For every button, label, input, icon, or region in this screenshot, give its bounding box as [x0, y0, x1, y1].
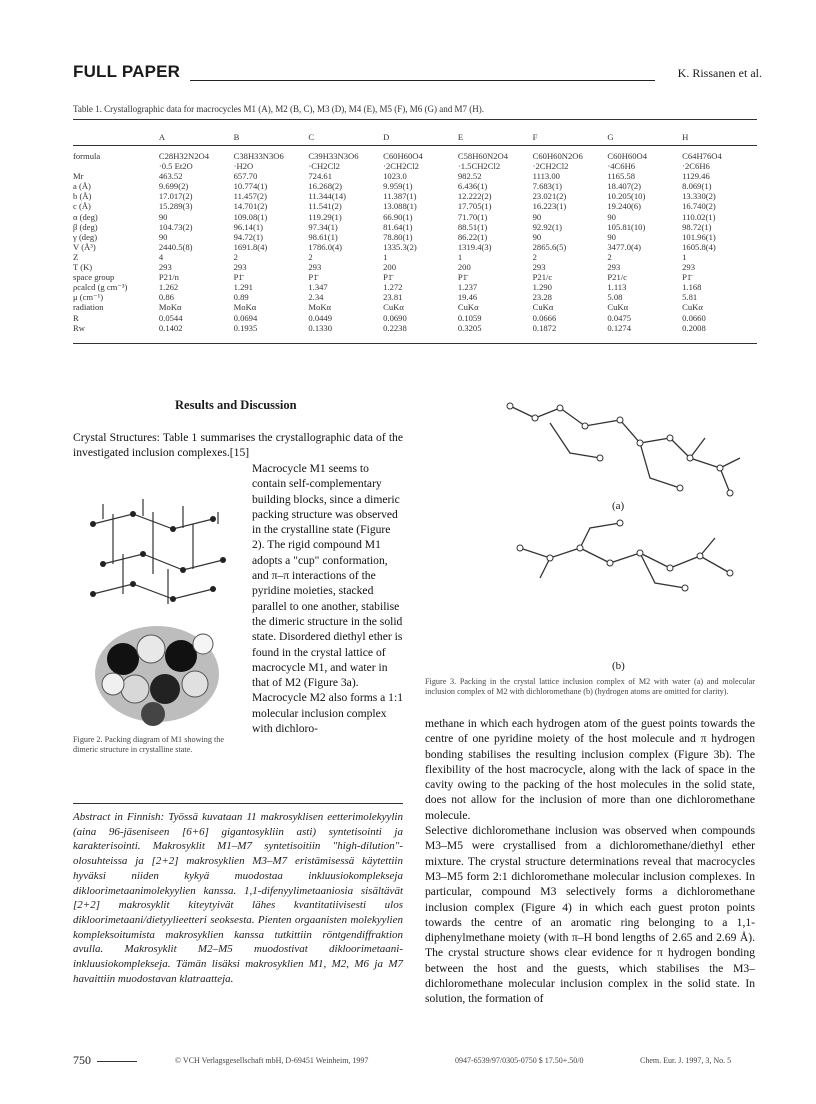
table-cell: CuKα: [383, 302, 404, 313]
table-cell: 81.64(1): [383, 221, 413, 232]
table-cell: C60H60O4: [607, 151, 648, 161]
table-cell: P1̄: [682, 272, 692, 283]
table-cell: MoKα: [308, 302, 332, 313]
table-cell: 23.021(2): [532, 191, 567, 202]
table-cell: 0.1274: [607, 322, 632, 333]
crystallographic-table: [73, 127, 757, 333]
table-caption: Table 1. Crystallographic data for macrocycles M1 (A), M2 (B, C), M3 (D), M4 (E), M5 (F), M6 (G) and M7 (H).: [73, 104, 485, 114]
table-cell: P21/n: [158, 272, 179, 283]
table-cell: 1.272: [383, 282, 403, 293]
table-cell: 0.0660: [682, 312, 706, 323]
table-cell: 90: [607, 231, 616, 242]
table-row-label: b (Å): [73, 191, 92, 202]
running-author: K. Rissanen et al.: [677, 66, 762, 80]
table-cell: ·2C6H6: [682, 161, 710, 172]
table-cell: 12.222(2): [457, 191, 492, 202]
table-cell: 1.290: [532, 282, 552, 293]
table-row-label: radiation: [73, 302, 104, 313]
page-number-rule: [97, 1061, 137, 1062]
table-cell: 1129.46: [682, 171, 710, 182]
table-row: [73, 171, 757, 181]
table-cell: CuKα: [607, 302, 629, 313]
table-row: [73, 272, 757, 282]
figure-3: [490, 398, 752, 674]
table-cell: 90: [532, 231, 542, 242]
table-cell: 1786.0(4): [308, 241, 343, 252]
table-cell: 90: [158, 211, 168, 222]
table-cell: 0.0666: [532, 312, 557, 323]
table-row: [73, 252, 757, 262]
table-cell: 1.113: [607, 282, 627, 293]
table-cell: 0.3205: [457, 322, 482, 333]
table-cell: 0.89: [233, 292, 249, 303]
table-cell: 104.73(2): [158, 221, 193, 232]
table-cell: 90: [158, 231, 168, 242]
footer-journal: Chem. Eur. J. 1997, 3, No. 5: [640, 1056, 732, 1065]
table-row-label: V (Å³): [73, 241, 96, 252]
table-column-header: [73, 127, 159, 147]
table-cell: C38H33N3O6: [233, 151, 284, 161]
table-cell: 0.1330: [308, 322, 333, 333]
table-cell: 18.407(2): [607, 181, 642, 192]
table-cell: 19.240(6): [607, 201, 642, 212]
table-cell: C64H76O4: [682, 151, 722, 161]
table-cell: 1.291: [233, 282, 253, 293]
table-row: [73, 242, 757, 252]
table-cell: 200: [383, 262, 397, 273]
footer-publisher: © VCH Verlagsgesellschaft mbH, D-69451 Weinheim, 1997: [175, 1056, 369, 1065]
table-cell: 98.72(1): [682, 221, 712, 232]
table-cell: MoKα: [158, 302, 182, 313]
table-cell: 0.0544: [158, 312, 183, 323]
table-cell: 1.168: [682, 282, 702, 293]
table-column-header: C: [308, 131, 315, 142]
table-cell: CuKα: [457, 302, 479, 313]
abstract-finnish: Abstract in Finnish: Työssä kuvataan 11 makrosyklisen eetterimolekyylin (aina 96-jäseniseen [6+6] gigantosykliin asti) syntetisointi ja karakterisointi. Makrosyklit M1–M7 syntetisoitiin "high-dilution"-olosuhteissa ja [2+2] makrosyklien M3–M7 eristämisessä käytettiin hyväksi niiden kykyä muodostaa inkluusiokomplekseja dikloorimetaanimolekyylien kanssa. 1,1-difenyylimetaaniosia sisältävät [2+2] makrosyklit kiteytyivät lähes kvantitatiivisesti ulos dikloorimetaani/dietyylieetteri seoksesta. Pienten orgaanisten molekyylien kompleksoitumista makrosyklien kanssa tutkittiin röntgendiffraktion avulla. Makrosyklit M2–M5 muodostivat dikloorimetaani-inkluusiokomplekseja. Tämän lisäksi makrosyklien M1, M2, M6 ja M7 havaittiin muodostavan klatraatteja.: [73, 811, 403, 985]
figure-2-caption: Figure 2. Packing diagram of M1 showing the dimeric structure in crystalline state.: [73, 735, 224, 754]
table-cell: 293: [158, 262, 172, 273]
table-cell: 0.0694: [233, 312, 258, 323]
page-number: 750: [73, 1053, 91, 1067]
page-section-label: FULL PAPER: [73, 62, 181, 81]
table-row-label: μ (cm⁻¹): [73, 292, 104, 303]
table-cell: 5.81: [682, 292, 698, 303]
table-cell: P21/c: [532, 272, 553, 283]
table-cell: 11.541(2): [308, 201, 342, 212]
table-cell: CuKα: [532, 302, 554, 313]
table-cell: P1̄: [233, 272, 243, 283]
table-cell: 11.457(2): [233, 191, 267, 202]
table-cell: 86.22(1): [457, 231, 488, 242]
table-row-label: R: [73, 312, 79, 323]
table-row-label: [73, 161, 159, 171]
table-cell: 15.289(3): [158, 201, 193, 212]
table-cell: 0.0690: [383, 312, 407, 323]
table-row-label: γ (deg): [73, 231, 98, 242]
table-cell: 0.1402: [158, 322, 183, 333]
table-column-header: B: [233, 131, 240, 142]
table-cell: 1: [383, 251, 388, 262]
figure-3b-label: (b): [612, 660, 625, 672]
table-cell: 6.436(1): [457, 181, 488, 192]
table-row-label: α (deg): [73, 211, 98, 222]
table-cell: 1165.58: [607, 171, 635, 182]
table-cell: 17.705(1): [457, 201, 492, 212]
table-cell: 2: [607, 251, 612, 262]
table-cell: 17.017(2): [158, 191, 193, 202]
table-cell: 7.683(1): [532, 181, 562, 192]
table-cell: 2: [233, 251, 238, 262]
table-cell: 0.86: [158, 292, 174, 303]
table-column-header: E: [457, 131, 464, 142]
table-cell: P1̄: [308, 272, 318, 283]
table-column-header: F: [532, 131, 538, 142]
table-cell: 1023.0: [383, 171, 407, 182]
table-cell: ·H2O: [233, 161, 254, 172]
table-cell: 1335.3(2): [383, 241, 417, 252]
table-cell: 1319.4(3): [457, 241, 492, 252]
table-cell: 0.1872: [532, 322, 557, 333]
table-row: [73, 313, 757, 323]
table-row: [73, 292, 757, 302]
table-cell: 14.701(2): [233, 201, 268, 212]
table-cell: 96.14(1): [233, 221, 263, 232]
table-cell: 0.0449: [308, 312, 333, 323]
table-row: [73, 232, 757, 242]
table-cell: 10.774(1): [233, 181, 268, 192]
table-cell: P1̄: [383, 272, 393, 283]
section-title: Results and Discussion: [175, 398, 297, 412]
table-cell: 0.1935: [233, 322, 258, 333]
results-paragraph-right: methane in which each hydrogen atom of the guest points towards the centre of one pyridine moiety of the host molecule and π hydrogen bonding stabilises the resulting inclusion complex (Figure 3b). The flexibility of the host macrocycle, along with the lack of space in the cavity owing to the packing of the host molecules in the solid state, does not allow for the inclusion of more than one dichloromethane molecule. Selective dichloromethane inclusion was observed when compounds M3–M5 were crystallised from a dichloromethane/diethyl ether mixture. The crystal structure determinations reveal that macrocycles M3–M5 form 2:1 dichloromethane molecular inclusion complexes. In particular, compound M3 selectively forms a dichloromethane inclusion complex (Figure 4) in which each guest proton points towards the centre of an aromatic ring belonging to a 1,1-diphenylmethane moiety (with π–H bond lengths of 2.65 and 2.69 Å). The crystal structure shows clear evidence for π hydrogen bonding between the host and the guests, which stabilises the M3–dichloromethane molecular inclusion complex in the solid state. In solution, the formation of: [425, 717, 755, 1006]
table-cell: ·CH2Cl2: [308, 161, 340, 172]
table-cell: ·2CH2Cl2: [383, 161, 419, 172]
table-cell: 23.28: [532, 292, 552, 303]
crystal-structures-paragraph: Crystal Structures: Table 1 summarises the crystallographic data of the investigated inclusion complexes.[15]: [73, 431, 403, 460]
table-cell: 0.1059: [457, 312, 482, 323]
table-cell: 2865.6(5): [532, 241, 567, 252]
table-cell: 71.70(1): [457, 211, 488, 222]
table-cell: C28H32N2O4: [158, 151, 210, 161]
table-cell: 1.347: [308, 282, 328, 293]
table-cell: 293: [308, 262, 322, 273]
table-cell: 1113.00: [532, 171, 560, 182]
table-cell: 10.205(10): [607, 191, 646, 202]
table-row: [73, 191, 757, 201]
table-cell: 2: [308, 251, 313, 262]
table-cell: 94.72(1): [233, 231, 263, 242]
table-row-label: β (deg): [73, 221, 98, 232]
table-cell: 1.237: [457, 282, 478, 293]
table-cell: 19.46: [457, 292, 478, 303]
table-cell: 105.81(10): [607, 221, 646, 232]
table-top-rule: [73, 119, 757, 120]
table-cell: 293: [682, 262, 696, 273]
table-cell: ·4C6H6: [607, 161, 636, 172]
table-cell: 1691.8(4): [233, 241, 268, 252]
table-row-label: a (Å): [73, 181, 91, 192]
table-cell: 9.699(2): [158, 181, 189, 192]
table-row-label: Z: [73, 251, 79, 262]
table-cell: 2: [532, 251, 537, 262]
table-cell: 2440.5(8): [158, 241, 193, 252]
table-cell: 293: [607, 262, 621, 273]
table-row: [73, 222, 757, 232]
abstract-rule: [73, 803, 403, 804]
table-cell: 657.70: [233, 171, 258, 182]
table-cell: C58H60N2O4: [457, 151, 509, 161]
table-row: [73, 201, 757, 211]
table-row: [73, 262, 757, 272]
table-cell: 0.0475: [607, 312, 632, 323]
table-cell: 11.344(14): [308, 191, 347, 202]
table-column-header: D: [383, 131, 390, 142]
table-cell: 1: [457, 251, 463, 262]
table-cell: 66.90(1): [383, 211, 413, 222]
table-cell: 119.29(1): [308, 211, 342, 222]
table-cell: 0.2238: [383, 322, 407, 333]
table-row: [73, 282, 757, 292]
table-column-header: G: [607, 131, 614, 142]
table-cell: 11.387(1): [383, 191, 417, 202]
table-row-label: Rw: [73, 322, 85, 333]
macrocycle-m1-paragraph: Macrocycle M1 seems to contain self-complementary building blocks, since a dimeric packing structure was observed in the crystalline state (Figure 2). The rigid compound M1 adopts a "cup" conformation, and π–π interactions of the pyridine moieties, stacked parallel to one another, stabilise the dimeric structure in the solid state. Disordered diethyl ether is found in the crystal lattice of macrocycle M1, and water in that of M2 (Figure 3a). Macrocycle M2 also forms a 1:1 molecular inclusion complex with dichloro-: [252, 462, 403, 736]
table-cell: 90: [532, 211, 542, 222]
table-row: [73, 302, 757, 312]
table-column-header: H: [682, 131, 689, 142]
figure-3a-label: (a): [612, 500, 625, 512]
figure-2-packing-diagram: [73, 484, 241, 732]
table-row: [73, 323, 757, 333]
table-cell: 4: [158, 251, 164, 262]
table-cell: ·0.5 Et2O: [158, 161, 193, 172]
table-cell: 23.81: [383, 292, 403, 303]
table-cell: 724.61: [308, 171, 333, 182]
table-cell: 110.02(1): [682, 211, 716, 222]
table-cell: 1: [682, 251, 687, 262]
table-cell: 8.069(1): [682, 181, 712, 192]
table-cell: 5.08: [607, 292, 623, 303]
table-row-label: Mr: [73, 171, 84, 182]
table-cell: 1.262: [158, 282, 179, 293]
table-row: [73, 181, 757, 191]
table-cell: 1605.8(4): [682, 241, 716, 252]
table-row-label: c (Å): [73, 201, 91, 212]
table-row-label: space group: [73, 272, 115, 283]
table-cell: 109.08(1): [233, 211, 268, 222]
table-cell: 88.51(1): [457, 221, 488, 232]
table-cell: 982.52: [457, 171, 482, 182]
table-cell: ·1.5CH2Cl2: [457, 161, 501, 172]
table-cell: 90: [607, 211, 616, 222]
table-cell: 78.80(1): [383, 231, 413, 242]
table-row-label: T (K): [73, 262, 93, 273]
table-cell: 293: [532, 262, 546, 273]
table-cell: 16.223(1): [532, 201, 567, 212]
table-cell: P21/c: [607, 272, 627, 283]
table-cell: C60H60O4: [383, 151, 423, 161]
table-cell: C60H60N2O6: [532, 151, 583, 161]
footer-issn: 0947-6539/97/0305-0750 $ 17.50+.50/0: [455, 1056, 584, 1065]
table-cell: 16.268(2): [308, 181, 343, 192]
table-cell: 9.959(1): [383, 181, 413, 192]
table-row-label: formula: [73, 151, 101, 161]
table-cell: 13.330(2): [682, 191, 716, 202]
table-cell: CuKα: [682, 302, 703, 313]
table-cell: 13.088(1): [383, 201, 417, 212]
table-column-header: A: [158, 131, 166, 142]
table-cell: 0.2008: [682, 322, 706, 333]
table-row: [73, 147, 757, 161]
table-cell: 97.34(1): [308, 221, 338, 232]
table-cell: 200: [457, 262, 471, 273]
figure-3-caption: Figure 3. Packing in the crystal lattice inclusion complex of M2 with water (a) and molecular inclusion complex of M2 with dichloromethane (b) (hydrogen atoms are omitted for clarity).: [425, 677, 755, 696]
table-cell: 463.52: [158, 171, 183, 182]
header-rule: [190, 80, 655, 81]
table-cell: MoKα: [233, 302, 257, 313]
table-bottom-rule: [73, 343, 757, 344]
table-cell: 3477.0(4): [607, 241, 642, 252]
table-cell: ·2CH2Cl2: [532, 161, 569, 172]
table-cell: 92.92(1): [532, 221, 562, 232]
table-cell: 101.96(1): [682, 231, 716, 242]
table-row-label: ρcalcd (g cm⁻³): [73, 282, 128, 293]
table-cell: 98.61(1): [308, 231, 338, 242]
table-cell: P1̄: [457, 272, 467, 283]
table-cell: 2.34: [308, 292, 324, 303]
table-row: [73, 212, 757, 222]
table-row: [73, 161, 757, 171]
table-cell: 16.740(2): [682, 201, 716, 212]
table-cell: 293: [233, 262, 247, 273]
table-cell: C39H33N3O6: [308, 151, 359, 161]
